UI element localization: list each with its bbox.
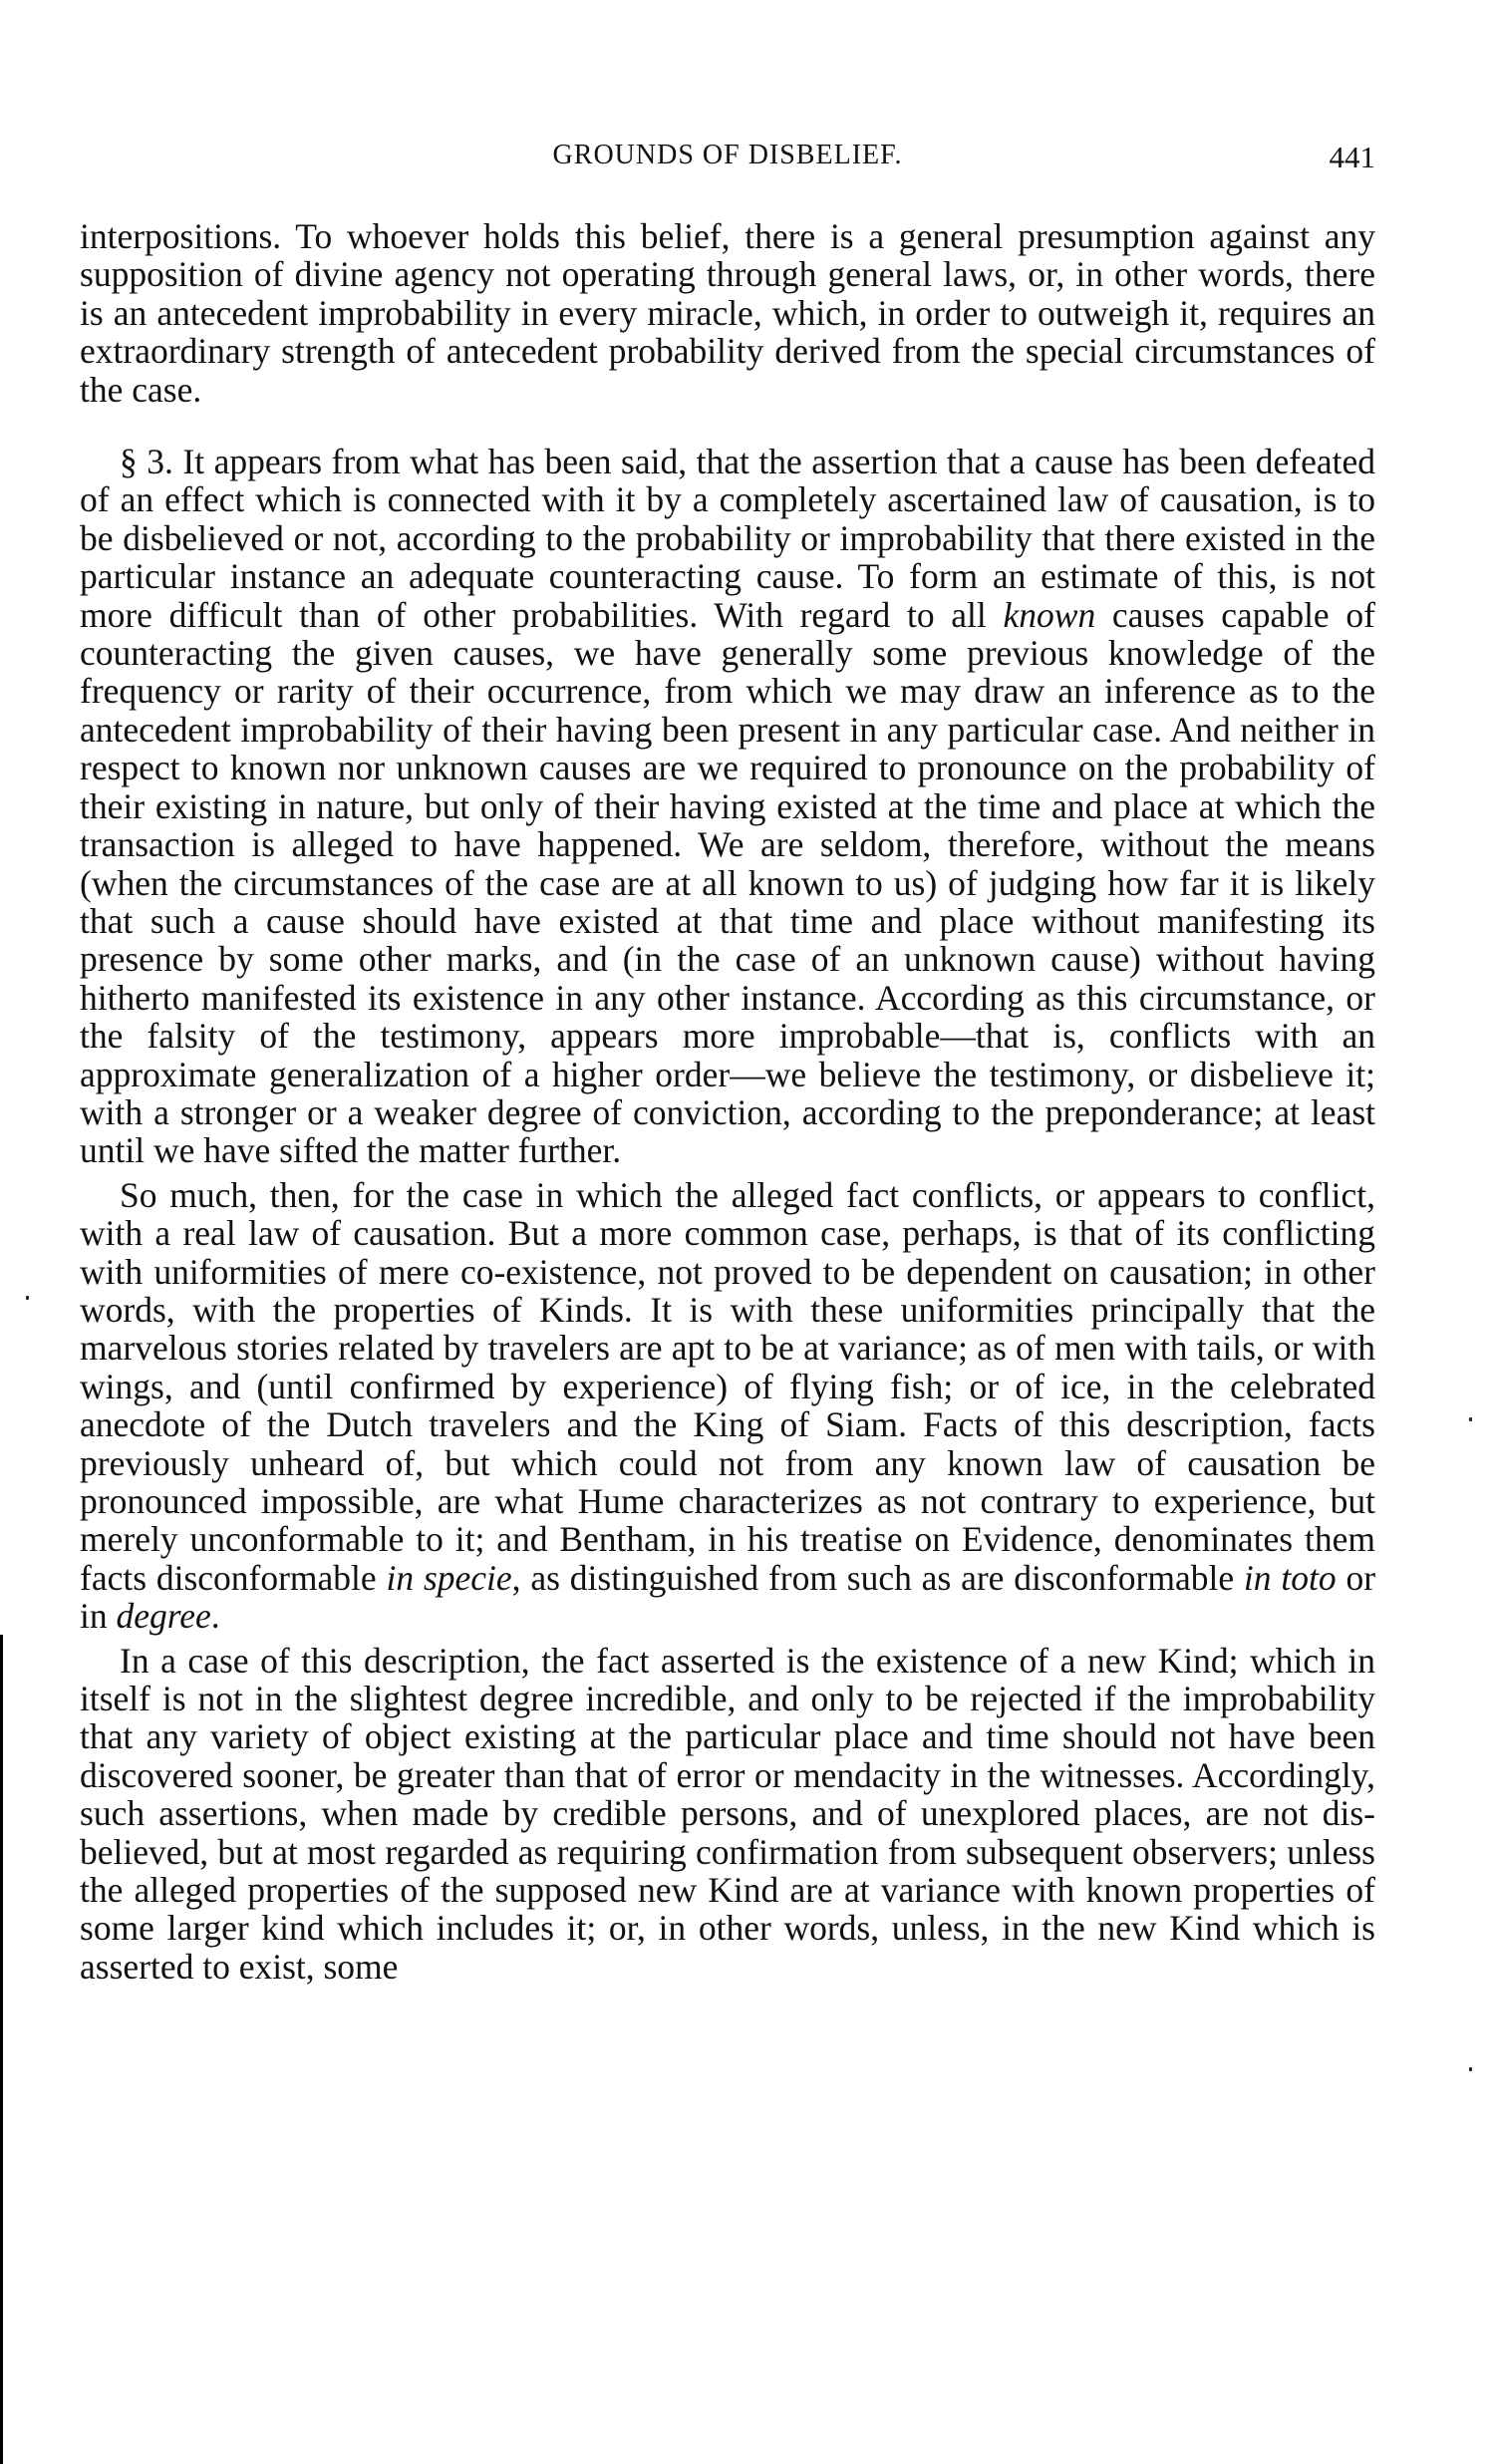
text-run: § 3. It appears from what has been said, that the assertion that a cause has been defeated of an effect which is connected with it by a completely ascertained law of causation, is to be disbelieved or not, according to the probability or improbability that there existed in the particular instance an adequate counteracting cause. To form an estimate of this, is not more difficult than of other probabilities. With regard to all (80, 442, 1375, 635)
text-run: , as distinguished from such as are disconformable (511, 1557, 1244, 1598)
italic-term: in specie (386, 1557, 512, 1598)
page-number: 441 (1329, 140, 1375, 174)
italic-term: known (1003, 594, 1096, 635)
text-run: interpositions. To whoever holds this belief, there is a general presumption against any supposition of divine agency not operating through general laws, or, in other words, there is an antecedent improbability in every miracle, which, in order to outweigh it, requires an extraordinary strength of antecedent probability derived from the special circumstances of the case. (80, 216, 1375, 410)
running-title: GROUNDS OF DISBELIEF. (552, 140, 903, 170)
paragraph-new-kind (80, 1642, 1375, 1987)
body-text (80, 217, 1375, 1986)
text-run: So much, then, for the case in which the alleged fact conflicts, or appears to conflict, with a real law of causation. But a more common case, perhaps, is that of its conflicting with uniformities of mere co-existence, not proved to be dependent on causation; in other words, with the properties of Kinds. It is with these uniformities principally that the marvelous stories related by travelers are apt to be at variance; as of men with tails, or with wings, and (until confirmed by experience) of flying fish; or of ice, in the celebrated anecdote of the Dutch travelers and the King of Siam. Facts of this description, facts previously unheard of, but which could not from any known law of causation be pronounced impossible, are what Hume characterizes as not contrary to experience, but merely unconformable to it; and Bentham, in his treatise on Evidence, denominates them facts disconformable (80, 1174, 1375, 1598)
text-run: . (210, 1596, 220, 1637)
scan-speck (1469, 2067, 1472, 2071)
scan-edge-artifact (0, 1635, 3, 2464)
text-run: or in (80, 1557, 1376, 1637)
text-run: causes capable of counteracting the given causes, we have generally some previous knowledge of the frequency or rarity of their occurrence, from which we may draw an inference as to the antecedent improbability of their having been present in any particular case. And neither in respect to known nor unknown causes are we required to pronounce on the probability of their existing in nature, but only of their having existed at the time and place at which the transaction is alleged to have happened. We are seldom, therefore, without the means (when the circumstances of the case are at all known to us) of judging how far it is likely that such a cause should have existed at that time and place without manifesting its presence by some other marks, and (in the case of an unknown cause) without having hitherto manifested its existence in any other instance. According as this circumstance, or the falsity of the testimony, appears more improbable—that is, conflicts with an approximate generalization of a higher order—we believe the testimony, or disbelieve it; with a stronger or a weaker degree of conviction, according to the preponderance; at least until we have sifted the matter further. (80, 594, 1375, 1171)
paragraph-continuation (80, 217, 1375, 409)
running-head (80, 140, 1375, 179)
scan-speck (26, 1296, 29, 1300)
scan-speck (1469, 1417, 1472, 1421)
paragraph-kinds (80, 1176, 1375, 1636)
italic-term: in toto (1243, 1557, 1337, 1598)
paragraph-section-3 (80, 443, 1375, 1170)
text-run: In a case of this description, the fact asserted is the existence of a new Kind; which in itself is not in the slightest degree incredible, and only to be rejected if the improbability that any variety of object existing at the particular place and time should not have been discovered sooner, be greater than that of error or mendacity in the witnesses. Accordingly, such assertions, when made by credible persons, and of unexplored places, are not disbelieved, but at most regarded as requiring confirmation from subsequent observers; unless the alleged properties of the supposed new Kind are at variance with known properties of some larger kind which includes it; or, in other words, unless, in the new Kind which is asserted to exist, some (80, 1640, 1375, 1987)
italic-term: degree (116, 1596, 211, 1637)
